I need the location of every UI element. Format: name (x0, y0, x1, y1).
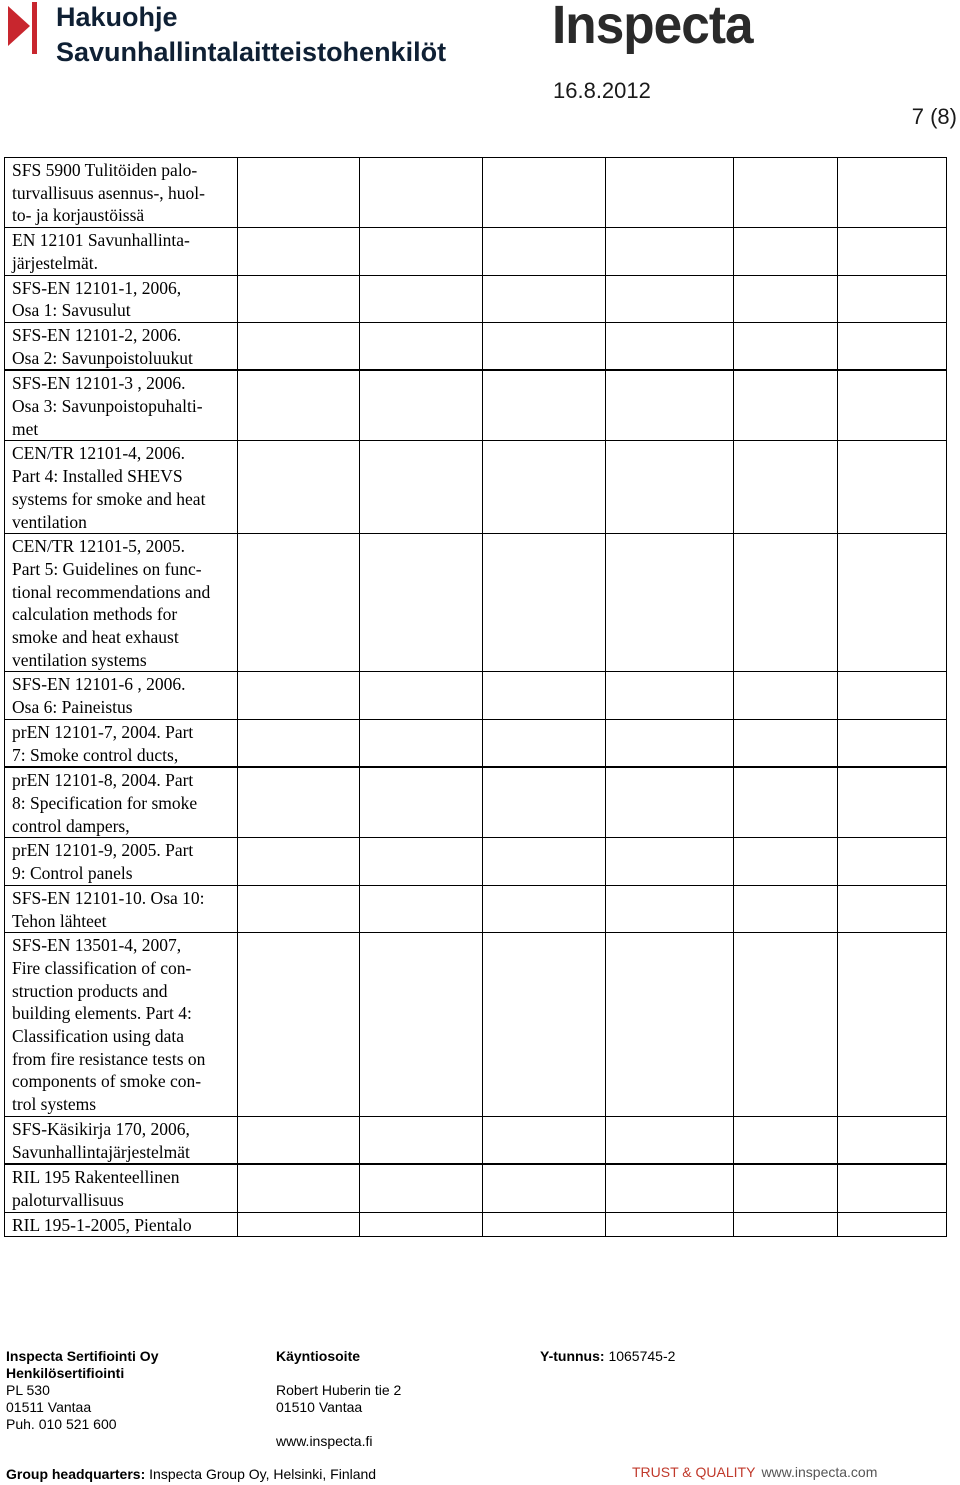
empty-cell (838, 1116, 947, 1164)
empty-cell (360, 441, 483, 534)
empty-cell (606, 275, 734, 322)
empty-cell (483, 885, 606, 932)
footer-po-box: PL 530 (6, 1382, 50, 1398)
standard-name-cell (5, 1116, 238, 1164)
footer-postal: 01511 Vantaa (6, 1399, 92, 1415)
standard-name-cell (5, 933, 238, 1117)
empty-cell (838, 1164, 947, 1212)
standard-name: prEN 12101-7, 2004. Part 7: Smoke control ducts, (12, 721, 194, 765)
empty-cell (483, 158, 606, 228)
standard-name: prEN 12101-9, 2005. Part 9: Control panels (12, 840, 194, 884)
empty-cell (360, 370, 483, 441)
trust-url-link[interactable]: www.inspecta.com (761, 1464, 878, 1480)
table-row (5, 1164, 947, 1212)
empty-cell (734, 1116, 838, 1164)
standard-name: SFS-EN 12101-6 , 2006. Osa 6: Paineistus (12, 674, 186, 718)
empty-cell (606, 1164, 734, 1212)
empty-cell (238, 158, 360, 228)
table-row (5, 933, 947, 1117)
empty-cell (483, 672, 606, 719)
standard-name-cell (5, 322, 238, 370)
empty-cell (734, 441, 838, 534)
empty-cell (606, 885, 734, 932)
table-row (5, 370, 947, 441)
empty-cell (838, 838, 947, 885)
empty-cell (238, 441, 360, 534)
empty-cell (606, 370, 734, 441)
table-row (5, 534, 947, 672)
standard-name-cell (5, 885, 238, 932)
empty-cell (238, 672, 360, 719)
footer-ytunnus-value: 1065745-2 (608, 1348, 676, 1364)
empty-cell (838, 933, 947, 1117)
footer-visit-street: Robert Huberin tie 2 (276, 1382, 402, 1398)
empty-cell (734, 672, 838, 719)
empty-cell (734, 1164, 838, 1212)
document-date: 16.8.2012 (553, 78, 651, 103)
standard-name-cell (5, 767, 238, 838)
standard-name-cell (5, 672, 238, 719)
empty-cell (360, 767, 483, 838)
empty-cell (734, 885, 838, 932)
standard-name-cell (5, 275, 238, 322)
hq-value: Inspecta Group Oy, Helsinki, Finland (149, 1466, 377, 1482)
document-title: Hakuohje (56, 2, 178, 32)
empty-cell (238, 885, 360, 932)
standard-name: CEN/TR 12101-4, 2006. Part 4: Installed SHEVS systems for smoke and heat ventilation (12, 443, 206, 532)
empty-cell (734, 322, 838, 370)
empty-cell (734, 228, 838, 275)
empty-cell (606, 767, 734, 838)
empty-cell (360, 1164, 483, 1212)
standard-name-cell (5, 1164, 238, 1212)
footer-company: Inspecta Sertifiointi Oy (6, 1348, 159, 1364)
standard-name: EN 12101 Savunhallinta- järjestelmät. (12, 230, 190, 273)
footer-phone: Puh. 010 521 600 (6, 1416, 117, 1432)
empty-cell (238, 322, 360, 370)
empty-cell (360, 672, 483, 719)
standard-name: RIL 195-1-2005, Pientalo (12, 1214, 192, 1235)
document-subtitle: Savunhallintalaitteistohenkilöt (56, 37, 447, 67)
empty-cell (606, 1212, 734, 1237)
standard-name: SFS-Käsikirja 170, 2006, Savunhallintajärjestelmät (12, 1118, 190, 1162)
table-row (5, 441, 947, 534)
empty-cell (838, 370, 947, 441)
standard-name: RIL 195 Rakenteellinen paloturvallisuus (12, 1167, 180, 1210)
hq-label: Group headquarters: (6, 1466, 146, 1482)
standard-name: SFS-EN 12101-2, 2006. Osa 2: Savunpoistoluukut (12, 324, 193, 368)
empty-cell (238, 534, 360, 672)
empty-cell (606, 228, 734, 275)
empty-cell (483, 767, 606, 838)
empty-cell (838, 719, 947, 767)
empty-cell (606, 441, 734, 534)
empty-cell (838, 885, 947, 932)
empty-cell (838, 1212, 947, 1237)
empty-cell (734, 767, 838, 838)
table-row (5, 838, 947, 885)
empty-cell (360, 1212, 483, 1237)
standard-name: SFS-EN 12101-3 , 2006. Osa 3: Savunpoistopuhalti- met (12, 373, 203, 439)
empty-cell (734, 534, 838, 672)
standard-name-cell (5, 719, 238, 767)
standard-name-cell (5, 158, 238, 228)
empty-cell (734, 933, 838, 1117)
empty-cell (483, 838, 606, 885)
empty-cell (606, 534, 734, 672)
empty-cell (838, 767, 947, 838)
standard-name: SFS 5900 Tulitöiden palo- turvallisuus asennus-, huol- to- ja korjaustöissä (12, 160, 205, 226)
empty-cell (606, 158, 734, 228)
empty-cell (360, 275, 483, 322)
footer-visit-label: Käyntiosoite (276, 1348, 361, 1364)
standard-name-cell (5, 370, 238, 441)
standard-name-cell (5, 838, 238, 885)
empty-cell (734, 719, 838, 767)
standard-name-cell (5, 228, 238, 275)
empty-cell (606, 1116, 734, 1164)
empty-cell (606, 672, 734, 719)
footer-department: Henkilösertifiointi (6, 1365, 125, 1381)
empty-cell (238, 1164, 360, 1212)
empty-cell (734, 370, 838, 441)
empty-cell (838, 322, 947, 370)
empty-cell (238, 1116, 360, 1164)
footer-visit-postal: 01510 Vantaa (276, 1399, 363, 1415)
table-row (5, 719, 947, 767)
table-row (5, 158, 947, 228)
empty-cell (360, 534, 483, 672)
standard-name: prEN 12101-8, 2004. Part 8: Specification for smoke control dampers, (12, 770, 198, 836)
empty-cell (838, 158, 947, 228)
empty-cell (360, 719, 483, 767)
table-row (5, 767, 947, 838)
table-row (5, 322, 947, 370)
standard-name: SFS-EN 12101-10. Osa 10: Tehon lähteet (12, 887, 205, 931)
empty-cell (483, 370, 606, 441)
standard-name: CEN/TR 12101-5, 2005. Part 5: Guidelines on func- tional recommendations and calculation methods for smoke and heat exhaust ventilation systems (12, 536, 211, 670)
empty-cell (838, 228, 947, 275)
empty-cell (483, 441, 606, 534)
empty-cell (360, 228, 483, 275)
table-row (5, 885, 947, 932)
empty-cell (360, 322, 483, 370)
empty-cell (360, 158, 483, 228)
standard-name: SFS-EN 12101-1, 2006, Osa 1: Savusulut (12, 277, 182, 321)
standard-name-cell (5, 534, 238, 672)
empty-cell (606, 838, 734, 885)
empty-cell (838, 441, 947, 534)
empty-cell (734, 838, 838, 885)
empty-cell (734, 275, 838, 322)
footer-headquarters (6, 1466, 376, 1482)
empty-cell (734, 1212, 838, 1237)
empty-cell (734, 158, 838, 228)
empty-cell (360, 838, 483, 885)
empty-cell (238, 933, 360, 1117)
brand-logo: Inspecta (552, 0, 753, 55)
empty-cell (838, 672, 947, 719)
empty-cell (360, 1116, 483, 1164)
empty-cell (483, 719, 606, 767)
table-row (5, 275, 947, 322)
empty-cell (483, 275, 606, 322)
empty-cell (483, 933, 606, 1117)
footer-web-link[interactable]: www.inspecta.fi (276, 1433, 373, 1449)
table-row (5, 1212, 947, 1237)
empty-cell (238, 275, 360, 322)
trust-quality-tagline (632, 1464, 877, 1480)
empty-cell (606, 322, 734, 370)
empty-cell (483, 1212, 606, 1237)
standard-name-cell (5, 1212, 238, 1237)
empty-cell (238, 767, 360, 838)
standard-name-cell (5, 441, 238, 534)
empty-cell (483, 534, 606, 672)
empty-cell (238, 719, 360, 767)
empty-cell (360, 885, 483, 932)
empty-cell (238, 228, 360, 275)
trust-text: TRUST & QUALITY (632, 1464, 756, 1480)
empty-cell (238, 1212, 360, 1237)
empty-cell (838, 275, 947, 322)
empty-cell (483, 1116, 606, 1164)
page-number: 7 (8) (911, 104, 957, 129)
empty-cell (238, 370, 360, 441)
empty-cell (483, 228, 606, 275)
empty-cell (606, 719, 734, 767)
empty-cell (606, 933, 734, 1117)
footer-ytunnus-label: Y-tunnus: (540, 1348, 605, 1364)
empty-cell (360, 933, 483, 1117)
inspecta-logo-mark-icon (8, 2, 38, 54)
empty-cell (238, 838, 360, 885)
empty-cell (483, 1164, 606, 1212)
empty-cell (838, 534, 947, 672)
standards-table (4, 157, 947, 1237)
standard-name: SFS-EN 13501-4, 2007, Fire classification of con- struction products and building elements. Part 4: Classification using data from fire resistance tests on components of smoke con- trol systems (12, 935, 206, 1115)
table-row (5, 1116, 947, 1164)
table-row (5, 672, 947, 719)
empty-cell (483, 322, 606, 370)
table-row (5, 228, 947, 275)
